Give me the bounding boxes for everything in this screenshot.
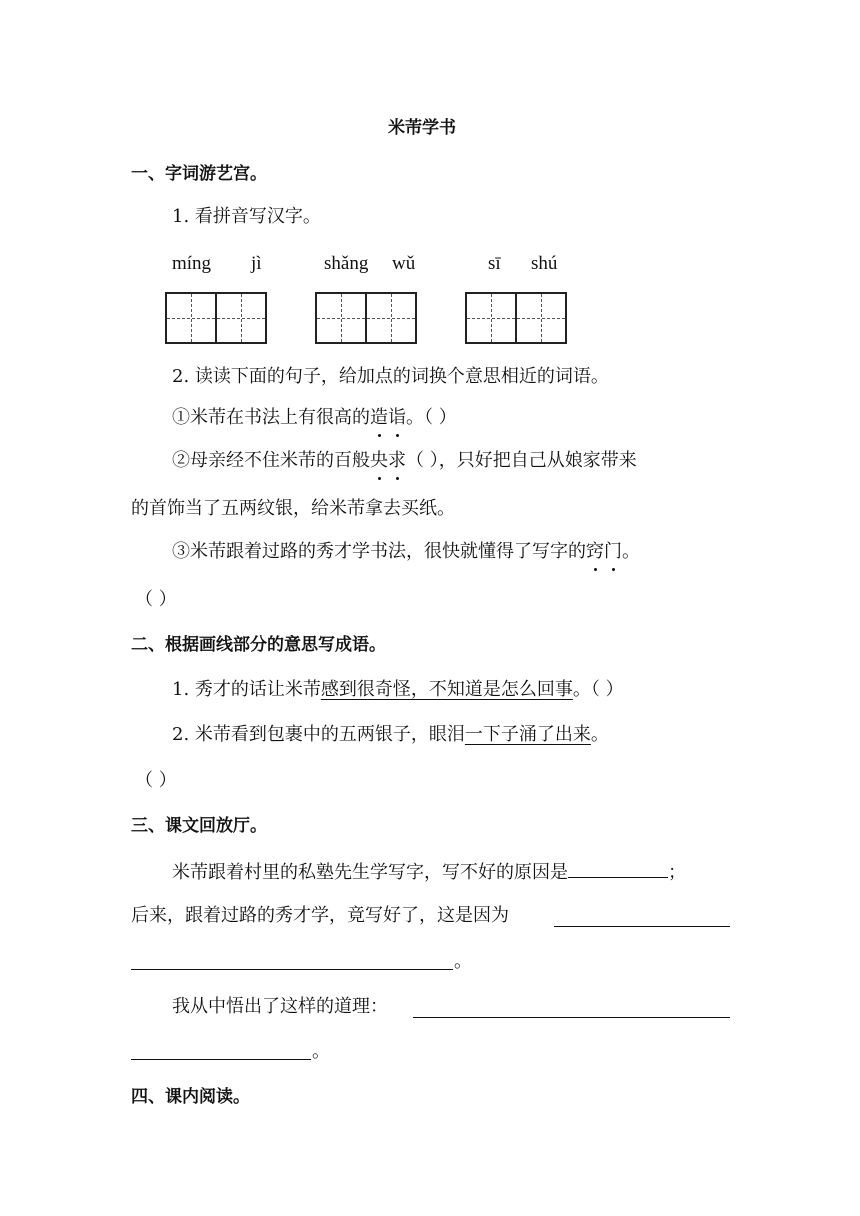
item-1-text: ①米芾在书法上有很高的 [172,407,370,428]
item-2 [172,449,637,473]
answer-paren[interactable]: （ ） [135,770,177,791]
answer-paren[interactable]: （ ），只好把自己从娘家带来 [406,450,637,471]
answer-blank[interactable] [568,859,668,878]
writing-cell[interactable] [167,294,215,342]
pinyin-1b: jì [251,253,262,274]
question-1-1: 1. 看拼音写汉字。 [172,206,321,227]
writing-cell[interactable] [515,294,565,342]
s2-text: 1. 秀才的话让米芾 [172,679,321,700]
s3-para-1 [172,859,686,885]
punct: ； [668,862,686,883]
writing-grid-2[interactable] [315,292,417,344]
answer-paren[interactable]: （ ） [135,589,177,610]
underlined-phrase: 一下子涌了出来 [464,724,591,745]
writing-cell[interactable] [215,294,265,342]
item-3 [172,540,640,564]
s2-line-2 [172,723,609,747]
s3-text: 后来，跟着过路的秀才学，竟写好了，这是因为 [131,905,509,926]
dotted-char: 央 [370,450,388,471]
pinyin-3b: shú [531,253,558,274]
char: 般 [352,450,370,471]
writing-grid-1[interactable] [165,292,267,344]
writing-cell[interactable] [365,294,415,342]
dotted-char: 造 [370,407,388,428]
item-2-continuation: 的首饰当了五两纹银，给米芾拿去买纸。 [131,498,455,519]
s3-para-4: 我从中悟出了这样的道理： [172,996,388,1017]
punct: 。 [590,724,609,745]
s2-text: 2. 米芾看到包裹中的五两银子，眼泪 [172,724,465,745]
section-1-heading: 一、字词游艺宫。 [131,164,267,184]
page-title: 米芾学书 [388,118,456,138]
dotted-char: 门 [604,541,622,562]
punct: 。 [454,951,472,972]
dotted-char: 诣 [388,407,406,428]
s2-line-1 [172,678,624,702]
writing-cell[interactable] [317,294,365,342]
item-1 [172,406,457,430]
section-2-heading: 二、根据画线部分的意思写成语。 [131,635,386,655]
answer-paren[interactable]: 。（ ） [406,407,457,428]
question-1-2: 2. 读读下面的句子，给加点的词换个意思相近的词语。 [172,366,609,387]
s3-para-2 [131,904,509,928]
writing-grid-3[interactable] [465,292,567,344]
section-3-heading: 三、课文回放厅。 [131,816,267,836]
s3-text: 米芾跟着村里的私塾先生学写字，写不好的原因是 [172,862,568,883]
item-2-text: ②母亲经不住米芾的 [172,450,334,471]
answer-blank[interactable] [413,1017,730,1018]
answer-blank[interactable] [554,926,730,927]
pinyin-2a: shǎng [324,253,369,274]
answer-blank[interactable] [131,1059,311,1060]
section-4-heading: 四、课内阅读。 [131,1087,250,1107]
pinyin-3a: sī [488,253,501,274]
char: 百 [334,450,352,471]
underlined-phrase: 感到很奇怪，不知道是怎么回事 [320,679,573,700]
punct: 。 [312,1041,330,1062]
punct: 。 [622,541,640,562]
dotted-char: 窍 [586,541,604,562]
pinyin-2b: wǔ [392,253,416,274]
answer-paren[interactable]: 。（ ） [572,679,624,700]
item-3-text: ③米芾跟着过路的秀才学书法，很快就懂得了写字的 [172,541,586,562]
dotted-char: 求 [388,450,406,471]
answer-blank[interactable] [131,969,453,970]
pinyin-1a: míng [172,253,212,274]
writing-cell[interactable] [467,294,515,342]
